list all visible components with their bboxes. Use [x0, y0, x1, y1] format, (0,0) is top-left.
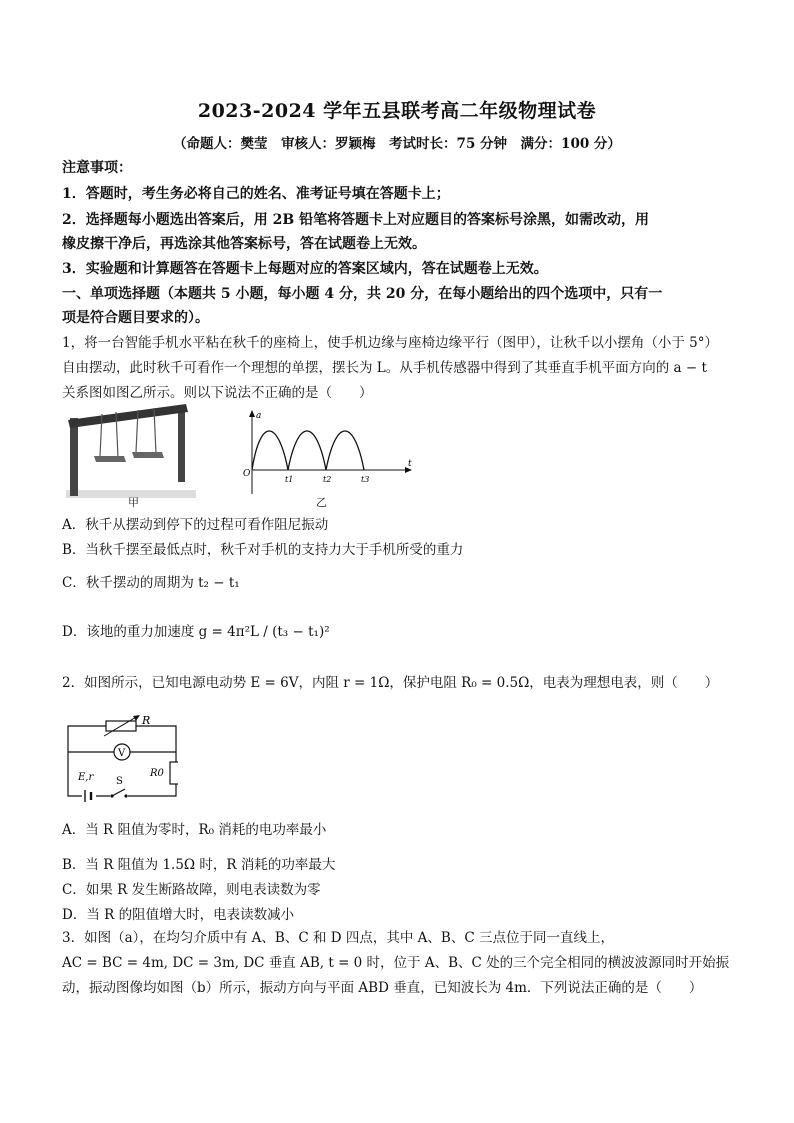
figure-jia-caption: 甲: [128, 496, 139, 509]
notice-item-2: 2．选择题每小题选出答案后，用 2B 铅笔将答题卡上对应题目的答案标号涂黑，如需改动，用: [62, 212, 650, 228]
q3-stem-line-3: 动，振动图像均如图（b）所示，振动方向与平面 ABD 垂直，已知波长为 4m．下列说法正确的是（ ）: [62, 980, 703, 996]
a-t-graph: [230, 408, 420, 500]
q1-stem-line-1: 1，将一台智能手机水平粘在秋千的座椅上，使手机边缘与座椅边缘平行（图甲），让秋千以小摆角（小于 5°）: [62, 335, 718, 351]
graph-x-label: t: [408, 459, 412, 469]
graph-origin-label: O: [243, 469, 251, 479]
circuit-r0-label: R0: [150, 768, 164, 779]
q2-option-a: A．当 R 阻值为零时，R₀ 消耗的电功率最小: [62, 822, 327, 838]
q3-stem-line-1: 3．如图（a），在均匀介质中有 A、B、C 和 D 四点，其中 A、B、C 三点位于同一直线上，: [62, 930, 614, 946]
circuit-voltmeter-label: V: [118, 748, 126, 759]
q2-option-d: D．当 R 的阻值增大时，电表读数减小: [62, 907, 295, 923]
notice-item-3: 3．实验题和计算题答在答题卡上每题对应的答案区域内，答在试题卷上无效。: [62, 261, 548, 277]
q1-option-a: A．秋千从摆动到停下的过程可看作阻尼振动: [62, 517, 329, 533]
q3-stem-line-2: AC = BC = 4m, DC = 3m, DC 垂直 AB, t = 0 时，位于 A、B、C 处的三个完全相同的横波波源同时开始振: [62, 955, 730, 971]
circuit-r-label: R: [142, 714, 151, 727]
section-1-heading: 一、单项选择题（本题共 5 小题，每小题 4 分，共 20 分，在每小题给出的四个选项中，只有一: [62, 286, 663, 302]
graph-t1-label: t1: [285, 475, 294, 484]
graph-y-label: a: [256, 411, 262, 421]
swing-figure: [66, 398, 196, 498]
graph-t3-label: t3: [361, 475, 370, 484]
q2-option-b: B．当 R 阻值为 1.5Ω 时，R 消耗的功率最大: [62, 857, 336, 873]
q1-stem-line-2: 自由摆动，此时秋千可看作一个理想的单摆，摆长为 L。从手机传感器中得到了其垂直手机平面方向的 a − t: [62, 360, 707, 376]
circuit-source-label: E,r: [78, 772, 94, 783]
q2-stem: 2．如图所示，已知电源电动势 E = 6V，内阻 r = 1Ω，保护电阻 R₀ = 0.5Ω，电表为理想电表，则（ ）: [62, 675, 719, 691]
circuit-switch-label: S: [116, 776, 123, 787]
figure-yi-caption: 乙: [316, 496, 327, 509]
circuit-diagram: [66, 712, 178, 802]
q1-option-d: D．该地的重力加速度 g = 4π²L / (t₃ − t₁)²: [62, 624, 330, 640]
q2-option-c: C．如果 R 发生断路故障，则电表读数为零: [62, 882, 321, 898]
q1-stem-line-3: 关系图如图乙所示。则以下说法不正确的是（ ）: [62, 385, 373, 401]
exam-subtitle: （命题人：樊莹 审核人：罗颖梅 考试时长：75 分钟 满分：100 分）: [173, 136, 621, 152]
notice-item-2-cont: 橡皮擦干净后，再选涂其他答案标号，答在试题卷上无效。: [62, 236, 426, 252]
q1-option-c: C．秋千摆动的周期为 t₂ − t₁: [62, 575, 240, 591]
q1-option-b: B．当秋千摆至最低点时，秋千对手机的支持力大于手机所受的重力: [62, 542, 464, 558]
exam-title: 2023-2024 学年五县联考高二年级物理试卷: [197, 100, 597, 122]
section-1-heading-cont: 项是符合题目要求的）。: [62, 310, 209, 326]
notice-item-1: 1．答题时，考生务必将自己的姓名、准考证号填在答题卡上；: [62, 186, 450, 202]
graph-t2-label: t2: [323, 475, 332, 484]
notice-heading: 注意事项：: [62, 160, 132, 176]
